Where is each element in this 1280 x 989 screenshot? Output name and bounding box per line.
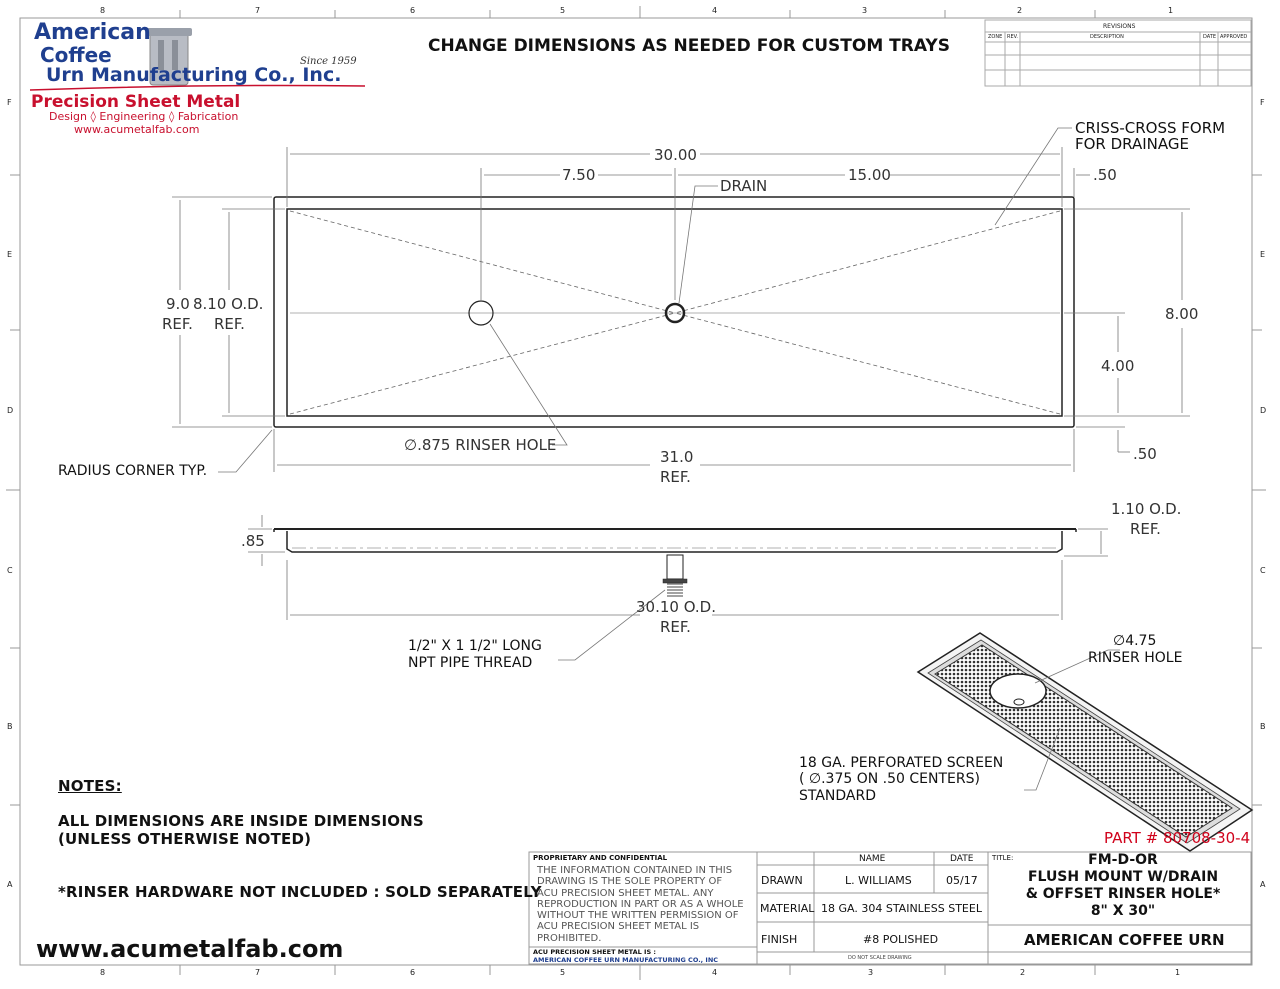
tb-drawn-name: L. WILLIAMS: [845, 874, 912, 887]
logo-tagline: Precision Sheet Metal: [31, 92, 241, 112]
tb-prop-line: PROHIBITED.: [537, 932, 602, 944]
tb-proprietary-text: [537, 865, 744, 944]
zone-left-b: B: [7, 722, 13, 731]
pipe-thread: [667, 584, 683, 596]
zone-bottom-5: 5: [560, 968, 566, 977]
dim-side-width-ref: REF.: [660, 618, 691, 636]
zone-top-3: 3: [862, 6, 868, 15]
rev-col-date: DATE: [1203, 34, 1217, 40]
zone-top-5: 5: [560, 6, 566, 15]
logo-website[interactable]: www.acumetalfab.com: [74, 123, 200, 136]
zone-bottom-8: 8: [100, 968, 106, 977]
tb-drawn-label: DRAWN: [761, 874, 803, 887]
part-number: PART # 80708-30-4: [1104, 829, 1251, 847]
criss-cross-label-2: FOR DRAINAGE: [1075, 135, 1189, 153]
tb-name-header: NAME: [859, 854, 886, 864]
page-title: CHANGE DIMENSIONS AS NEEDED FOR CUSTOM TRAYS: [428, 36, 950, 56]
radius-corner-label: RADIUS CORNER TYP.: [58, 463, 208, 479]
notes-heading: NOTES:: [58, 777, 122, 795]
iso-rinser-label-2: RINSER HOLE: [1088, 650, 1183, 666]
dimension-lines-top: [172, 128, 1190, 472]
dim-height-ref-a: 9.0: [166, 295, 190, 313]
tb-material-value: 18 GA. 304 STAINLESS STEEL: [821, 902, 982, 915]
tb-prop-line: REPRODUCTION IN PART OR AS A WHOLE: [537, 898, 744, 910]
tb-prop-line: THE INFORMATION CONTAINED IN THIS: [537, 865, 733, 876]
zone-right-a: A: [1260, 880, 1266, 889]
tb-prop-line: WITHOUT THE WRITTEN PERMISSION OF: [537, 910, 739, 922]
zone-bottom-1: 1: [1175, 968, 1181, 977]
dim-outer-width: 31.0: [660, 448, 694, 466]
zone-bottom-6: 6: [410, 968, 416, 977]
dim-depth-od-ref: REF.: [1130, 520, 1161, 538]
drain-label: DRAIN: [720, 177, 768, 195]
dim-half-height: 4.00: [1101, 357, 1135, 375]
zone-bottom-2: 2: [1020, 968, 1026, 977]
zone-top-6: 6: [410, 6, 416, 15]
zone-bottom-7: 7: [255, 968, 261, 977]
tb-title-line-1: FM-D-OR: [1088, 852, 1158, 868]
dim-drain-offset: 15.00: [848, 166, 891, 184]
logo-line-3: Urn Manufacturing Co., Inc.: [46, 64, 342, 86]
tb-do-not-scale: DO NOT SCALE DRAWING: [848, 955, 912, 961]
zone-top-1: 1: [1168, 6, 1174, 15]
tb-title-line-4: 8" X 30": [1090, 903, 1156, 919]
tb-acu-line-1: ACU PRECISION SHEET METAL IS :: [533, 948, 657, 956]
zone-left-c: C: [7, 566, 13, 575]
dim-outer-width-ref: REF.: [660, 468, 691, 486]
zone-left-f: F: [7, 98, 12, 107]
tb-title: [990, 852, 1256, 920]
dim-inside-height: 8.00: [1165, 305, 1199, 323]
zone-left-d: D: [7, 406, 14, 415]
zone-left-a: A: [7, 880, 13, 889]
dim-side-width-od: 30.10 O.D.: [636, 598, 716, 616]
zone-right-d: D: [1260, 406, 1267, 415]
tb-acu-line-2: AMERICAN COFFEE URN MANUFACTURING CO., INC: [533, 956, 719, 964]
screen-label-2: ( ∅.375 ON .50 CENTERS): [799, 771, 980, 787]
notes-line-2: (UNLESS OTHERWISE NOTED): [58, 830, 312, 848]
tb-proprietary: PROPRIETARY AND CONFIDENTIAL: [533, 854, 668, 862]
zone-right-e: E: [1260, 250, 1266, 259]
top-view: [274, 197, 1074, 427]
tb-title-line-3: & OFFSET RINSER HOLE*: [1025, 886, 1221, 902]
tb-prop-line: ACU PRECISION SHEET METAL IS: [537, 921, 700, 933]
criss-cross-label-1: CRISS-CROSS FORM: [1075, 119, 1226, 137]
inner-tray-outline: [287, 209, 1062, 416]
tb-company-name: AMERICAN COFFEE URN: [1024, 931, 1225, 949]
dim-rinser-hole: ∅.875 RINSER HOLE: [404, 436, 557, 454]
screen-label-3: STANDARD: [799, 788, 877, 804]
tb-prop-line: ACU PRECISION SHEET METAL. ANY: [537, 887, 714, 899]
dim-rinser-offset: 7.50: [562, 166, 596, 184]
tb-title-line-2: FLUSH MOUNT W/DRAIN: [1027, 869, 1219, 885]
zone-bottom-4: 4: [712, 968, 718, 977]
revisions-title: REVISIONS: [1103, 23, 1136, 30]
tb-material-label: MATERIAL: [760, 902, 815, 915]
notes-line-1: ALL DIMENSIONS ARE INSIDE DIMENSIONS: [58, 812, 424, 830]
isometric-view: [918, 633, 1252, 851]
logo-line-1: American: [34, 20, 151, 45]
dim-ref-a: REF.: [162, 315, 193, 333]
screen-label-1: 18 GA. PERFORATED SCREEN: [799, 755, 1004, 771]
dim-flange-bottom: .50: [1133, 445, 1157, 463]
outer-flange-outline: [274, 197, 1074, 427]
rev-col-description: DESCRIPTION: [1090, 34, 1124, 40]
tb-drawn-date: 05/17: [946, 874, 978, 887]
zone-top-2: 2: [1017, 6, 1023, 15]
tb-finish-value: #8 POLISHED: [863, 933, 939, 946]
dim-height-ref-b: 8.10 O.D.: [193, 295, 264, 313]
zone-left-e: E: [7, 250, 13, 259]
iso-rinser-label-1: ∅4.75: [1113, 633, 1157, 649]
notes-line-3: *RINSER HARDWARE NOT INCLUDED : SOLD SEPARATELY: [58, 883, 542, 901]
rev-col-rev: REV.: [1007, 34, 1018, 40]
tb-finish-label: FINISH: [761, 933, 798, 946]
tb-date-header: DATE: [950, 854, 974, 864]
dim-depth-od: 1.10 O.D.: [1111, 500, 1182, 518]
pipe-label-1: 1/2" X 1 1/2" LONG: [408, 638, 542, 654]
tb-prop-line: DRAWING IS THE SOLE PROPERTY OF: [537, 876, 723, 888]
rev-col-approved: APPROVED: [1220, 34, 1248, 40]
zone-right-b: B: [1260, 722, 1266, 731]
pipe-label-2: NPT PIPE THREAD: [408, 655, 533, 671]
side-view: [274, 529, 1076, 596]
zone-right-c: C: [1260, 566, 1266, 575]
dim-flange-top: .50: [1093, 166, 1117, 184]
zone-bottom-3: 3: [868, 968, 874, 977]
logo-since: Since 1959: [300, 56, 357, 67]
iso-rinser-hole: [990, 674, 1046, 708]
dim-ref-b: REF.: [214, 315, 245, 333]
zone-top-7: 7: [255, 6, 261, 15]
zone-top-8: 8: [100, 6, 106, 15]
dim-overall-width: 30.00: [654, 146, 697, 164]
tb-title-label: TITLE:: [992, 854, 1014, 862]
zone-top-4: 4: [712, 6, 718, 15]
website-footer[interactable]: www.acumetalfab.com: [36, 935, 344, 963]
logo-line-2: Coffee: [40, 43, 112, 67]
dim-depth: .85: [241, 532, 265, 550]
zone-right-f: F: [1260, 98, 1265, 107]
rev-col-zone: ZONE: [988, 34, 1003, 40]
logo-services: Design ◊ Engineering ◊ Fabrication: [49, 110, 239, 123]
